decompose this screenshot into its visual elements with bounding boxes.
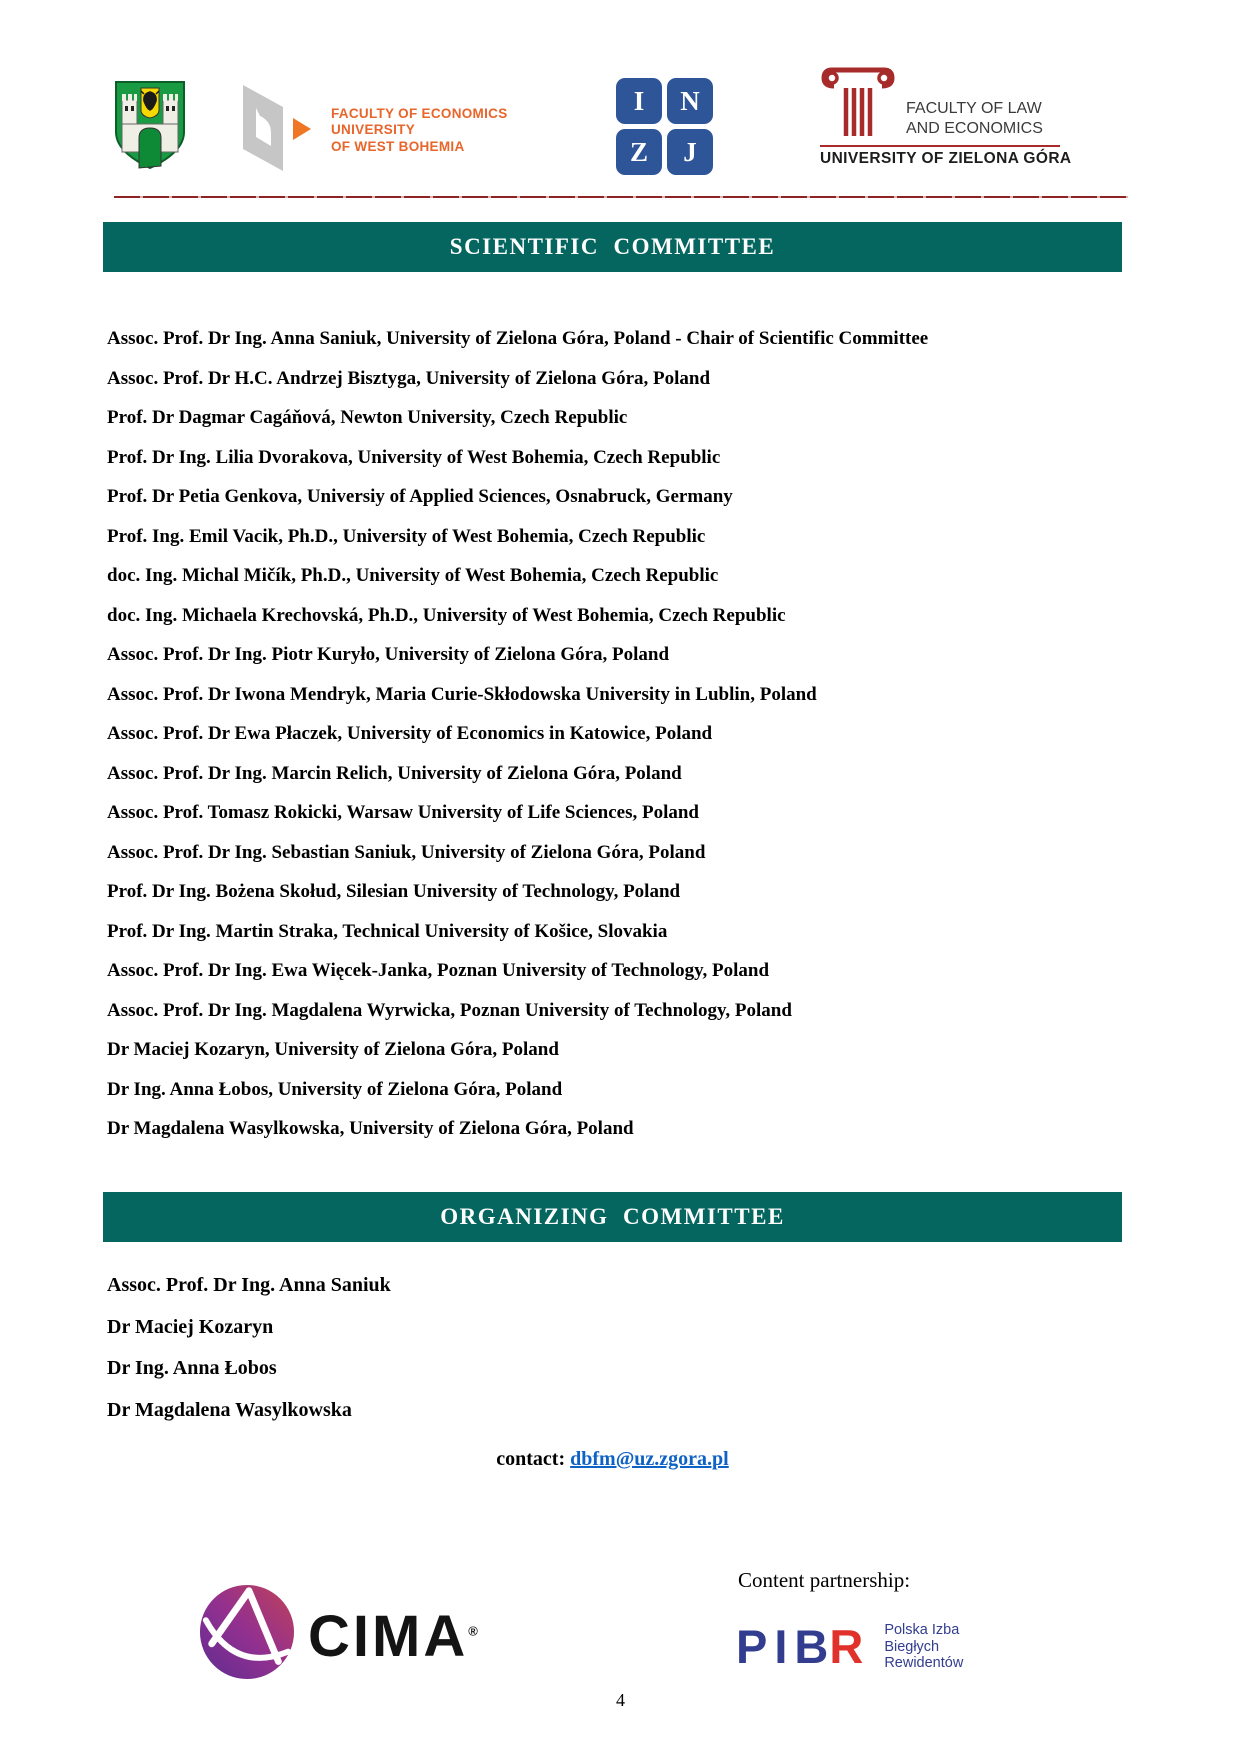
organizing-committee-banner bbox=[103, 1192, 1122, 1242]
committee-member: doc. Ing. Michal Mičík, Ph.D., University of West Bohemia, Czech Republic bbox=[107, 565, 719, 586]
law-university-text: UNIVERSITY OF ZIELONA GÓRA bbox=[820, 150, 1072, 167]
law-faculty-text-line: FACULTY OF LAW bbox=[906, 100, 1042, 117]
committee-member: Dr Ing. Anna Łobos bbox=[107, 1357, 277, 1379]
law-faculty-text-line: AND ECONOMICS bbox=[906, 120, 1043, 137]
uwb-logo-text-line: UNIVERSITY bbox=[331, 122, 416, 138]
registered-mark: ® bbox=[468, 1623, 481, 1639]
scientific-committee-title: SCIENTIFIC COMMITTEE bbox=[449, 234, 776, 259]
inzj-letter: I bbox=[633, 85, 645, 116]
committee-member: Dr Magdalena Wasylkowska bbox=[107, 1398, 352, 1421]
uwb-logo bbox=[243, 85, 508, 176]
inzj-logo bbox=[616, 78, 713, 175]
committee-member: Assoc. Prof. Dr Ing. Marcin Relich, University of Zielona Góra, Poland bbox=[107, 762, 682, 784]
committee-member: Assoc. Prof. Dr Ing. Sebastian Saniuk, University of Zielona Góra, Poland bbox=[107, 841, 706, 863]
pibr-name-text bbox=[884, 1622, 963, 1672]
inzj-tile-i bbox=[616, 78, 662, 124]
cima-wordmark: CIMA® bbox=[308, 1604, 481, 1669]
pibr-name-line: Rewidentów bbox=[884, 1655, 964, 1671]
committee-member: Prof. Ing. Emil Vacik, Ph.D., University of West Bohemia, Czech Republic bbox=[107, 525, 706, 547]
uwb-logo-text bbox=[331, 106, 508, 156]
content-partnership-label: Content partnership: bbox=[738, 1568, 911, 1592]
uwb-logo-text-line: FACULTY OF ECONOMICS bbox=[331, 105, 508, 121]
committee-member: Assoc. Prof. Dr Ing. Anna Saniuk, University of Zielona Góra, Poland - Chair of Scientific Committee bbox=[107, 328, 929, 349]
law-faculty-text bbox=[906, 99, 1043, 143]
inzj-letter: Z bbox=[629, 136, 648, 167]
committee-member: Dr Magdalena Wasylkowska, University of Zielona Góra, Poland bbox=[107, 1118, 634, 1139]
contact-label: contact: bbox=[496, 1448, 571, 1470]
committee-member: doc. Ing. Michaela Krechovská, Ph.D., University of West Bohemia, Czech Republic bbox=[107, 604, 786, 626]
committee-member: Dr Maciej Kozaryn, University of Zielona Góra, Poland bbox=[107, 1039, 559, 1060]
committee-member: Assoc. Prof. Dr H.C. Andrzej Bisztyga, University of Zielona Góra, Poland bbox=[107, 367, 711, 389]
scientific-committee-banner bbox=[103, 222, 1122, 272]
pibr-logo bbox=[736, 1622, 963, 1672]
committee-member: Prof. Dr Ing. Bożena Skołud, Silesian University of Technology, Poland bbox=[107, 881, 681, 902]
committee-member: Assoc. Prof. Dr Ing. Piotr Kuryło, University of Zielona Góra, Poland bbox=[107, 644, 670, 665]
law-faculty-logo bbox=[820, 66, 1072, 168]
law-logo-rule bbox=[820, 145, 1060, 147]
contact-line bbox=[103, 1448, 1122, 1471]
committee-member: Assoc. Prof. Tomasz Rokicki, Warsaw University of Life Sciences, Poland bbox=[107, 802, 699, 823]
pibr-name-line: Biegłych bbox=[884, 1638, 940, 1655]
committee-member: Dr Maciej Kozaryn bbox=[107, 1315, 274, 1338]
committee-member: Assoc. Prof. Dr Ing. Ewa Więcek-Janka, Poznan University of Technology, Poland bbox=[107, 960, 770, 981]
committee-member: Assoc. Prof. Dr Iwona Mendryk, Maria Curie-Skłodowska University in Lublin, Poland bbox=[107, 683, 817, 705]
contact-email-link[interactable]: dbfm@uz.zgora.pl bbox=[570, 1448, 729, 1470]
cima-globe-icon bbox=[198, 1583, 296, 1686]
committee-member: Prof. Dr Ing. Martin Straka, Technical University of Košice, Slovakia bbox=[107, 920, 668, 942]
committee-member: Prof. Dr Dagmar Cagáňová, Newton University, Czech Republic bbox=[107, 407, 628, 428]
page-number: 4 bbox=[616, 1690, 625, 1710]
committee-member: Dr Ing. Anna Łobos, University of Zielona Góra, Poland bbox=[107, 1078, 563, 1100]
cima-logo bbox=[198, 1583, 481, 1686]
zielona-gora-crest-icon bbox=[113, 80, 187, 175]
committee-member: Prof. Dr Ing. Lilia Dvorakova, University of West Bohemia, Czech Republic bbox=[107, 446, 721, 468]
organizing-committee-list bbox=[107, 1265, 1167, 1431]
committee-member: Assoc. Prof. Dr Ing. Anna Saniuk bbox=[107, 1274, 391, 1296]
committee-member: Assoc. Prof. Dr Ing. Magdalena Wyrwicka, Poznan University of Technology, Poland bbox=[107, 999, 792, 1021]
committee-member: Prof. Dr Petia Genkova, Universiy of Applied Sciences, Osnabruck, Germany bbox=[107, 486, 733, 507]
organizing-committee-title: ORGANIZING COMMITTEE bbox=[440, 1204, 785, 1229]
scientific-committee-list bbox=[107, 319, 1167, 1149]
inzj-letter: J bbox=[683, 136, 697, 167]
header-divider bbox=[114, 196, 1128, 198]
pibr-letter-r: R bbox=[829, 1620, 871, 1674]
inzj-tile-n bbox=[667, 78, 713, 124]
uwb-logo-text-line: OF WEST BOHEMIA bbox=[331, 138, 465, 154]
inzj-tile-j bbox=[667, 129, 713, 175]
inzj-letter: N bbox=[680, 85, 700, 116]
uwb-logo-icon bbox=[243, 85, 319, 176]
committee-member: Assoc. Prof. Dr Ewa Płaczek, University of Economics in Katowice, Poland bbox=[107, 723, 713, 744]
inzj-tile-z bbox=[616, 129, 662, 175]
ionic-column-icon bbox=[820, 66, 896, 143]
pibr-wordmark: PIBR bbox=[736, 1620, 871, 1674]
pibr-name-line: Polska Izba bbox=[884, 1622, 960, 1638]
